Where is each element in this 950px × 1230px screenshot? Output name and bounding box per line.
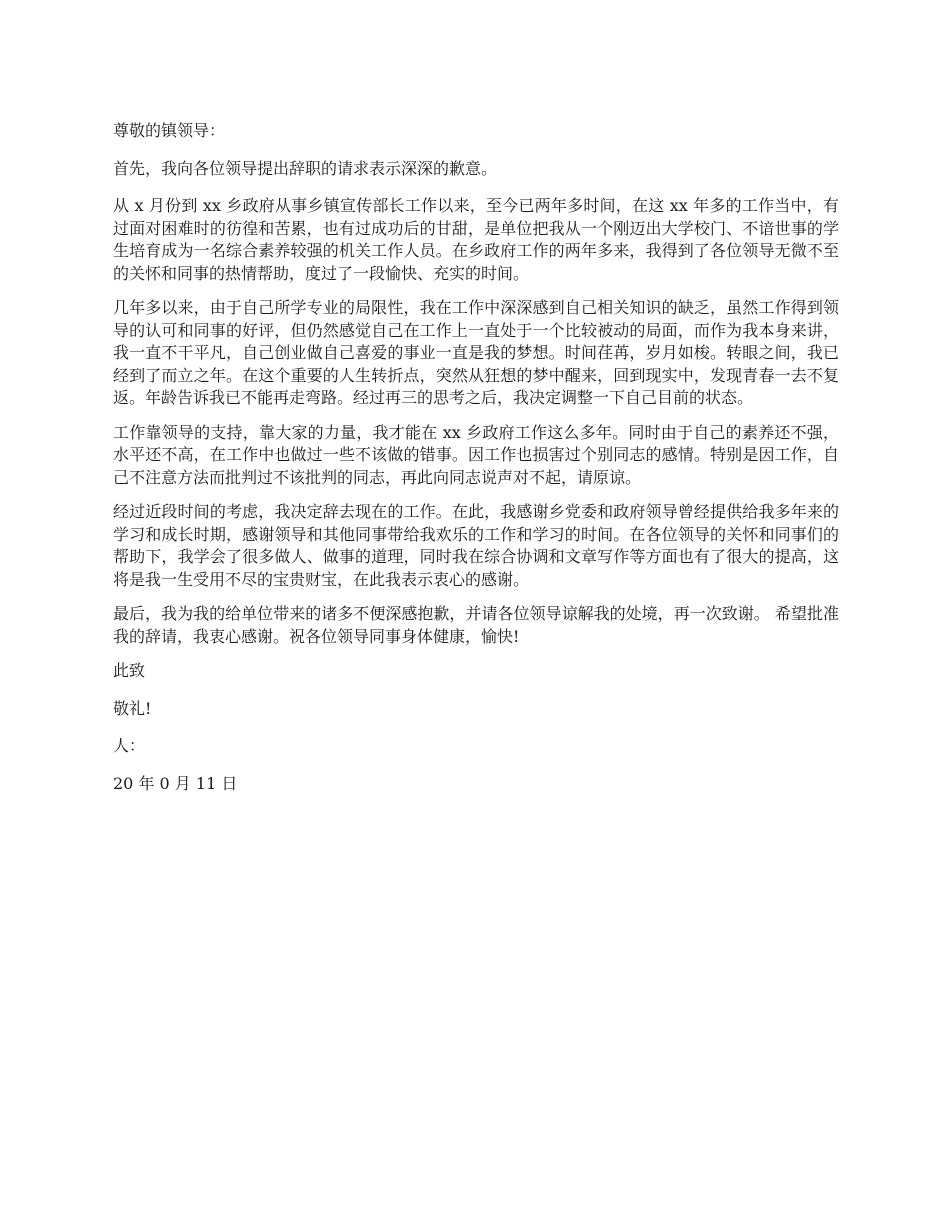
- paragraph-work-history: 从 x 月份到 xx 乡政府从事乡镇宣传部长工作以来，至今已两年多时间，在这 xx 年多的工作当中，有过面对困难时的彷徨和苦累，也有过成功后的甘甜，是单位把我从一个刚迈出大学校门、不谙世事的学生培育成为一名综合素养较强的机关工作人员。在乡政府工作的两年多来，我得到了各位领导无微不至的关怀和同事的热情帮助，度过了一段愉快、充实的时间。: [113, 196, 839, 283]
- paragraph-reasons: 几年多以来，由于自己所学专业的局限性，我在工作中深深感到自己相关知识的缺乏，虽然工作得到领导的认可和同事的好评，但仍然感觉自己在工作上一直处于一个比较被动的局面，而作为我本身来讲，我一直不干平凡，自己创业做自己喜爱的事业一直是我的梦想。时间荏苒，岁月如梭。转眼之间，我已经到了而立之年。在这个重要的人生转折点，突然从狂想的梦中醒来，回到现实中，发现青春一去不复返。年龄告诉我已不能再走弯路。经过再三的思考之后，我决定调整一下自己目前的状态。: [113, 298, 839, 407]
- paragraph-apology: 首先，我向各位领导提出辞职的请求表示深深的歉意。: [113, 158, 498, 178]
- salutation: 尊敬的镇领导：: [113, 121, 226, 140]
- document-page: [113, 120, 839, 810]
- signature-line: 人：: [113, 736, 146, 755]
- paragraph-final: 最后，我为我的给单位带来的诸多不便深感抱歉，并请各位领导谅解我的处境，再一次致谢。 希望批准我的辞请，我衷心感谢。祝各位领导同事身体健康，愉快!: [113, 604, 839, 646]
- paragraph-gratitude: 经过近段时间的考虑，我决定辞去现在的工作。在此，我感谢乡党委和政府领导曾经提供给我多年来的学习和成长时期，感谢领导和其他同事带给我欢乐的工作和学习的时间。在各位领导的关怀和同事们的帮助下，我学会了很多做人、做事的道理，同时我在综合协调和文章写作等方面也有了很大的提高，这将是我一生受用不尽的宝贵财宝，在此我表示衷心的感谢。: [113, 502, 839, 589]
- date-line: 20 年 0 月 11 日: [113, 773, 238, 793]
- closing-line-1: 此致: [113, 661, 146, 680]
- closing-line-2: 敬礼!: [113, 698, 152, 718]
- paragraph-apology-colleagues: 工作靠领导的支持，靠大家的力量，我才能在 xx 乡政府工作这么多年。同时由于自己的素养还不强，水平还不高，在工作中也做过一些不该做的错事。因工作也损害过个别同志的感情。特别是因工作，自己不注意方法而批判过不该批判的同志，再此向同志说声对不起，请原谅。: [113, 422, 839, 487]
